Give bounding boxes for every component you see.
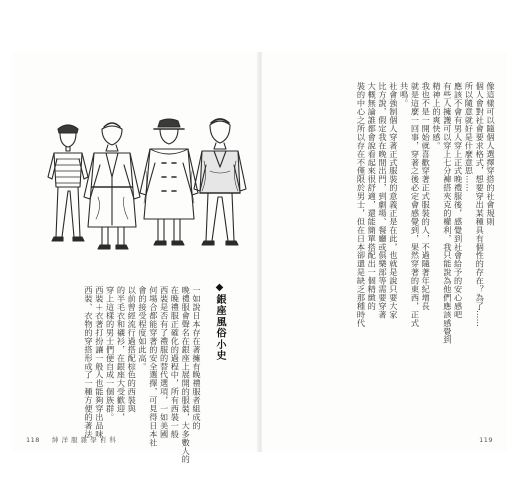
illustration-four-men [22,107,247,282]
right-line: 有些人擁護可以穿上七分褲搭夾克的權利，我只能說為他們應該感覺到 [442,82,453,344]
left-line: 晚禮服會聲名在銀座上展開的服裝，大多數人的 [181,286,192,464]
left-line: 何場合都能穿著的安全選擇，可見得日本社 [148,286,159,447]
page-number-left: 118 [26,436,40,444]
left-line: 西裝是否有了禮服的替代選項，一如美國 [159,286,170,439]
left-line: 西裝＋衣著打扮讓一般人也能夠穿出品味， [94,286,105,447]
right-line: 共鳴。 [399,82,410,108]
right-page [262,52,507,452]
right-line: 像這樣可以隨個人選擇穿搭的社會規則 [486,82,496,226]
trench-coat-man-figure [84,123,140,249]
right-line: 精神上的爽快感。 [432,82,443,150]
right-line: 大概無論誰都會說看起來很舒適，還能簡單搭配出一個精緻的 [367,82,378,311]
right-line: 個人會對社會要求格式，想要穿出某種具有個性的存在？為了…… [475,82,486,328]
left-line: 在晚禮服正確化的過程中，所有西裝一般 [170,286,181,439]
left-page [12,52,257,464]
left-line: 的半毛衣和襯衫，在銀座大受歡迎， [116,286,127,422]
section-heading: ◆銀座風俗小史 [214,282,225,362]
right-line: 裝的中心之所以存在不僅限於男士，但在日本卻還是缺乏那種時代 [356,82,367,328]
right-line: 所以隨意就好是什麼意思…… [464,82,475,192]
left-line: 一如說日本存在著擁有晚禮服者組成的 [192,286,202,430]
duffle-coat-man-figure [140,119,198,245]
right-body-text [274,82,496,382]
left-line: 穿上這樣的男士們便自成一個族群。 [105,286,116,422]
left-line: 西裝、衣物的穿搭形成了一種方便的著法 [84,286,95,439]
striped-shirt-man-figure [48,125,88,241]
right-line: 就是這麼一回事，穿著之後必定會感覺到，果然穿著的東西，正式 [410,82,421,328]
left-body-text [52,286,202,464]
left-line: 以前曾經流行過搭配棕色的西裝與 [127,286,138,413]
right-line: 應該不會有男人穿上正式晚禮服後，感覺到社會給予的安心感吧 [453,82,464,319]
right-line: 社會強制個人穿著正式服裝的意義正是在此，也就是說只要大家 [388,82,399,319]
right-line: 我也不是一開始就喜歡穿著正式服裝的人，不過隨著年紀增長 [421,82,432,311]
running-title: 紳 洋 服 雜 學 百 科 [52,436,117,444]
right-line: 比方說，假定我在晚間出門，到劇場、餐廳或俱樂部等需要穿著 [378,82,389,319]
left-line: 會的接受程度如此高。 [138,286,149,371]
page-number-right: 119 [479,436,493,444]
leather-jacket-man-figure [194,119,246,245]
